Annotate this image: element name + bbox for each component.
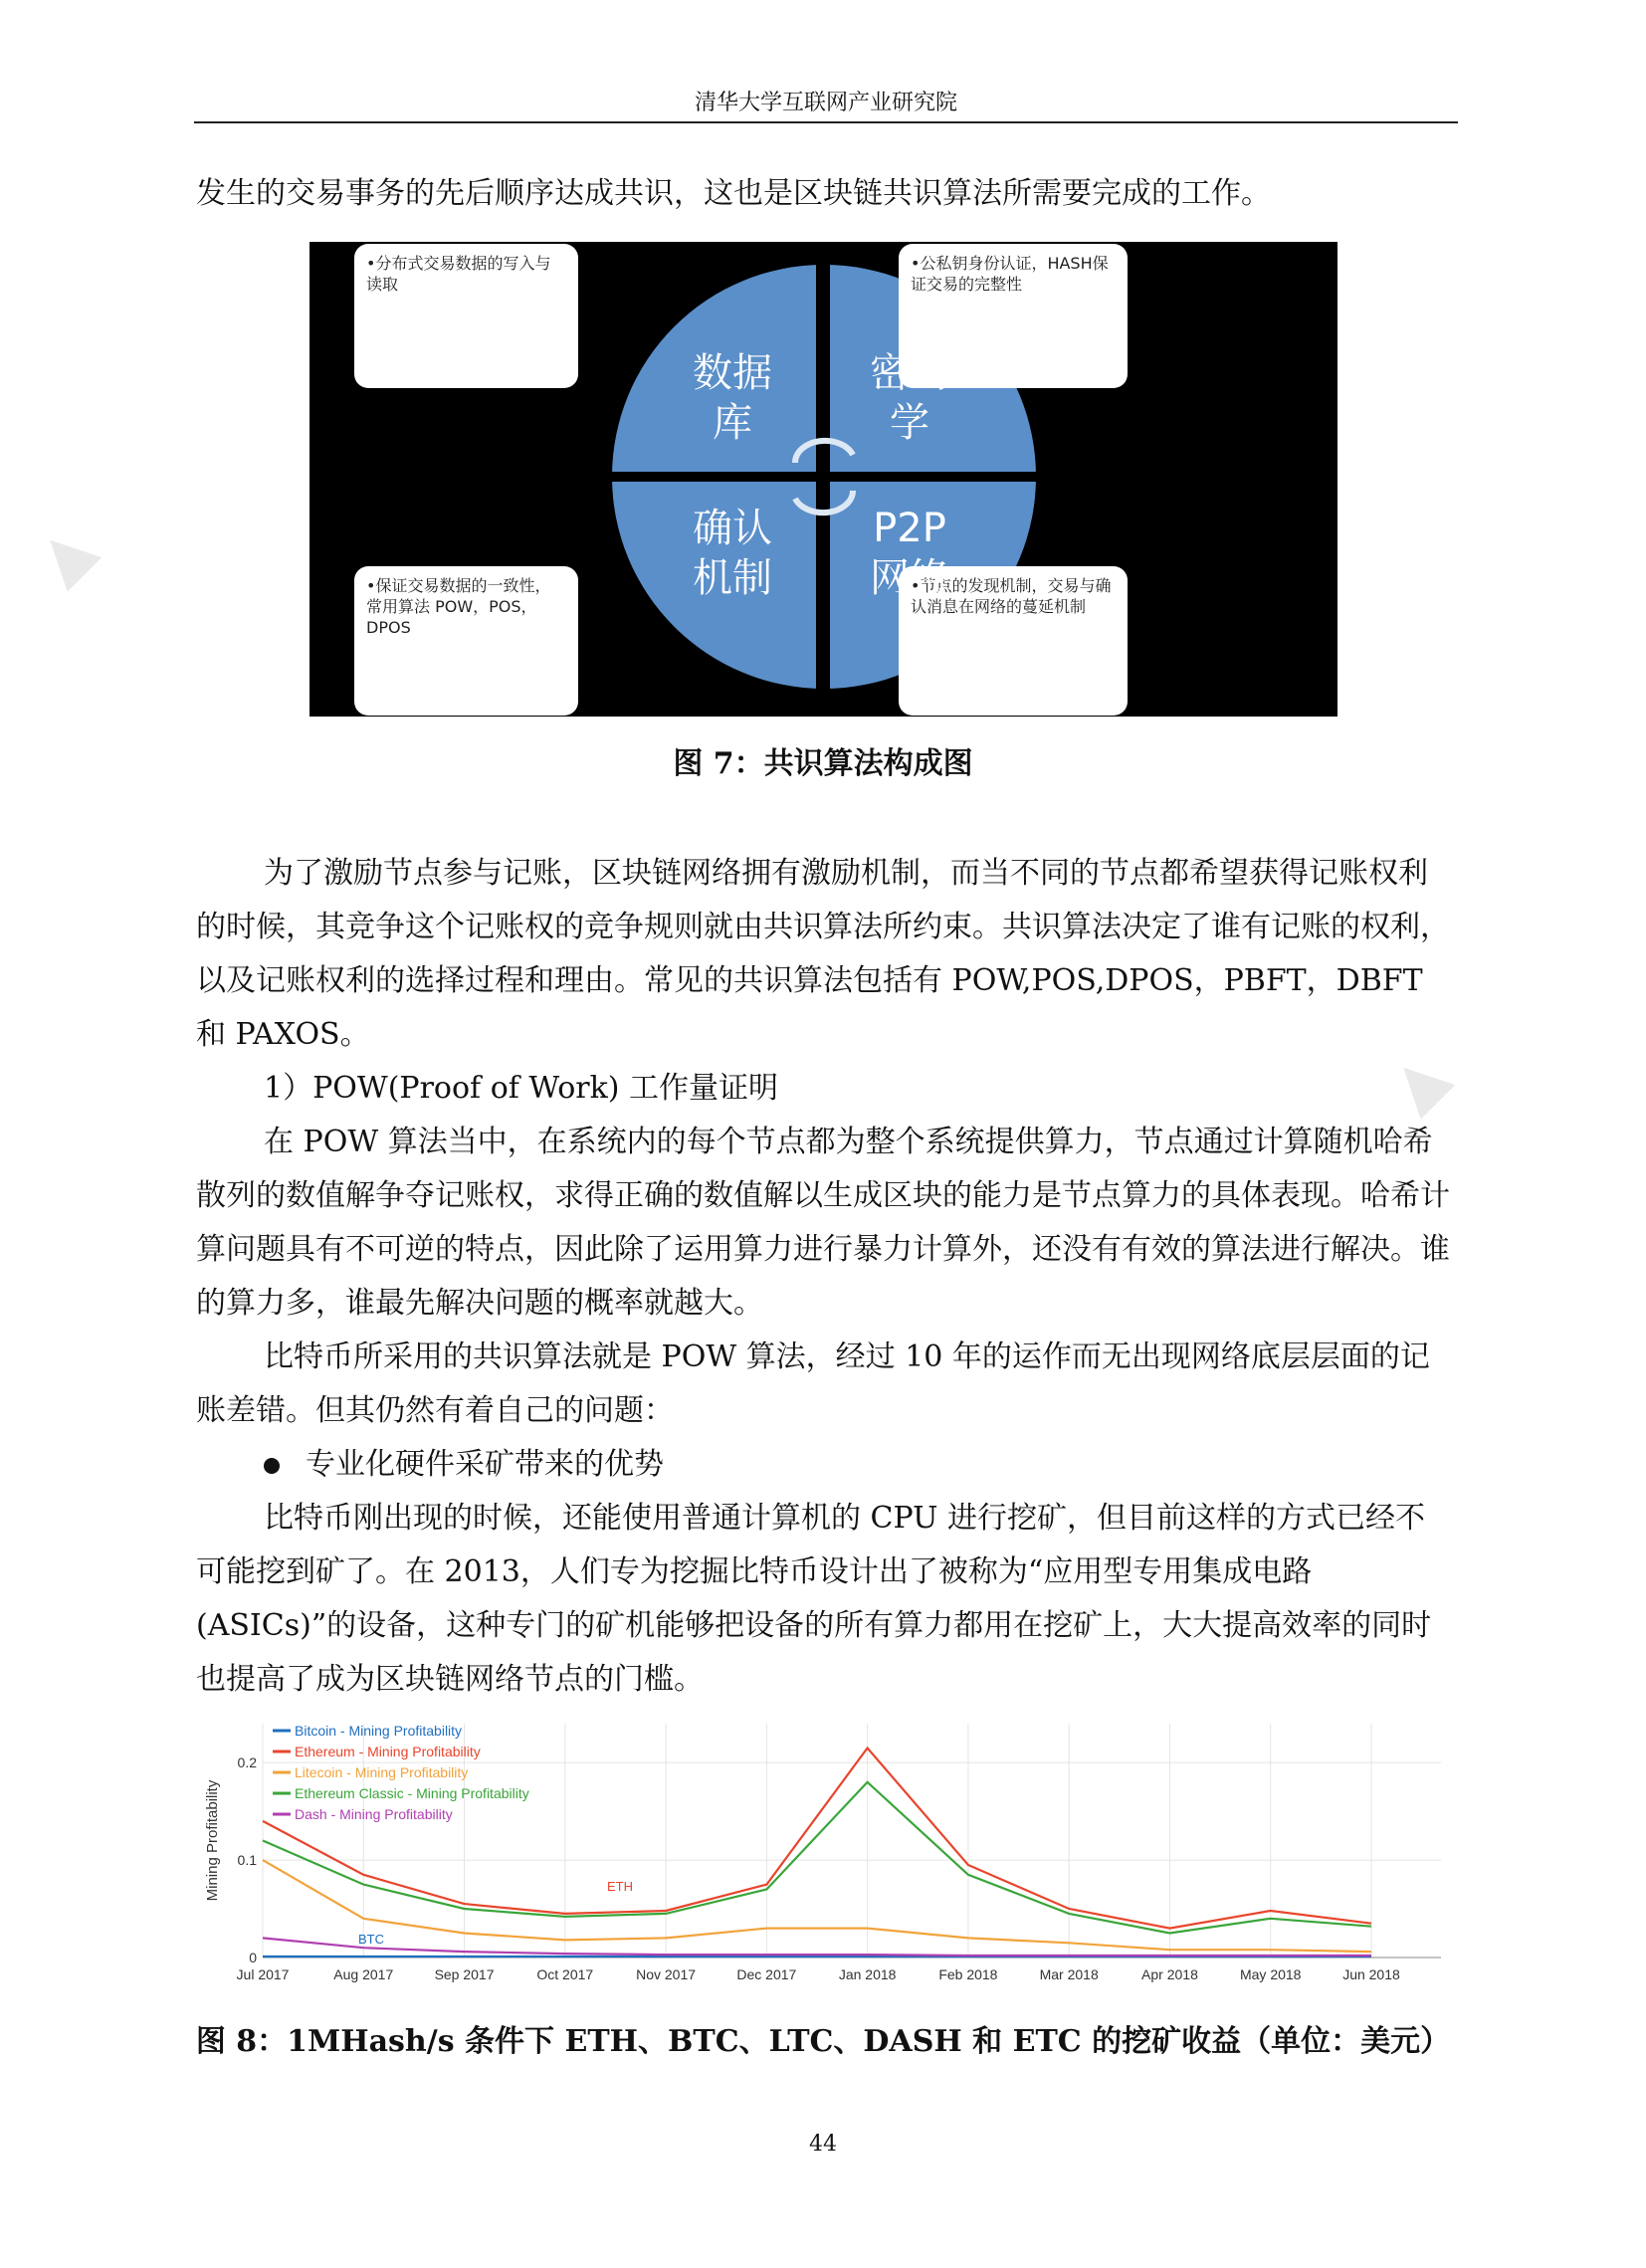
figure7-caption: 图 7：共识算法构成图	[673, 746, 973, 781]
note-confirmation: •保证交易数据的一致性，常用算法 POW，POS，DPOS	[354, 566, 578, 716]
y-tick-label: 0.1	[237, 1852, 257, 1869]
label-database: 数据 库	[693, 350, 772, 446]
paragraph: 比特币所采用的共识算法就是 POW 算法，经过 10 年的运作而无出现网络底层层面的记账差错。但其仍然有着自己的问题：	[196, 1340, 1430, 1428]
y-axis-label: Mining Profitability	[204, 1779, 221, 1902]
page-header: 清华大学互联网产业研究院	[694, 91, 957, 115]
x-tick-label: Jan 2018	[838, 1966, 897, 1982]
paragraph: 1）POW(Proof of Work) 工作量证明	[264, 1071, 779, 1106]
series-line	[263, 1860, 1371, 1952]
consensus-figure	[309, 242, 1337, 717]
note-cryptography: •公私钥身份认证，HASH保证交易的完整性	[899, 244, 1128, 388]
profitability-chart	[199, 1714, 1449, 1987]
paragraph: 比特币刚出现的时候，还能使用普通计算机的 CPU 进行挖矿，但目前这样的方式已经不可能挖到矿了。在 2013，人们专为挖掘比特币设计出了被称为“应用型专用集成电路(ASICs)”的设备，这种专门的矿机能够把设备的所有算力都用在挖矿上，大大提高效率的同时也提高了成为区块链网络节点的门槛。	[196, 1501, 1432, 1697]
x-tick-label: Dec 2017	[736, 1966, 797, 1982]
x-tick-label: Nov 2017	[636, 1966, 697, 1982]
paragraph: 在 POW 算法当中，在系统内的每个节点都为整个系统提供算力，节点通过计算随机哈希散列的数值解争夺记账权，求得正确的数值解以生成区块的能力是节点算力的具体表现。哈希计算问题具有不可逆的特点，因此除了运用算力进行暴力计算外，还没有有效的算法进行解决。谁的算力多，谁最先解决问题的概率就越大。	[196, 1125, 1450, 1321]
paragraph: 发生的交易事务的先后顺序达成共识，这也是区块链共识算法所需要完成的工作。	[196, 176, 1271, 211]
legend-entry: Ethereum Classic - Mining Profitability	[295, 1785, 529, 1801]
x-tick-label: Oct 2017	[536, 1966, 594, 1982]
series-line	[263, 1782, 1371, 1934]
legend-entry: Bitcoin - Mining Profitability	[295, 1723, 463, 1739]
note-database: •分布式交易数据的写入与读取	[354, 244, 578, 388]
legend-entry: Ethereum - Mining Profitability	[295, 1744, 481, 1759]
header-divider	[194, 121, 1458, 123]
x-tick-label: Feb 2018	[938, 1966, 998, 1982]
chart-svg	[199, 1714, 1449, 1987]
bullet-text: 专业化硬件采矿带来的优势	[306, 1447, 664, 1482]
x-tick-label: Aug 2017	[333, 1966, 394, 1982]
x-tick-label: Sep 2017	[434, 1966, 495, 1982]
label-cryptography: 密码 学	[870, 350, 949, 446]
x-tick-label: Mar 2018	[1039, 1966, 1099, 1982]
label-confirmation: 确认 机制	[693, 506, 772, 601]
watermark: ▲	[21, 511, 108, 598]
watermark: ▲	[1374, 1038, 1462, 1126]
bullet-item	[264, 1438, 1520, 1492]
label-p2p: P2P 网络	[870, 506, 949, 601]
series-line	[263, 1938, 1371, 1956]
x-tick-label: Jul 2017	[236, 1966, 290, 1982]
page-number: 44	[809, 2132, 837, 2157]
x-tick-label: Apr 2018	[1141, 1966, 1198, 1982]
annotation-eth: ETH	[607, 1879, 633, 1894]
legend-entry: Litecoin - Mining Profitability	[295, 1764, 469, 1780]
y-tick-label: 0.2	[237, 1754, 257, 1771]
x-tick-label: May 2018	[1239, 1966, 1302, 1982]
legend-entry: Dash - Mining Profitability	[295, 1806, 453, 1822]
y-tick-label: 0	[249, 1950, 257, 1965]
paragraph: 为了激励节点参与记账，区块链网络拥有激励机制，而当不同的节点都希望获得记账权利的时候，其竞争这个记账权的竞争规则就由共识算法所约束。共识算法决定了谁有记账的权利，以及记账权利的选择过程和理由。常见的共识算法包括有 POW,POS,DPOS，PBFT，DBFT 和 PAXOS。	[196, 856, 1450, 1052]
figure8-caption: 图 8：1MHash/s 条件下 ETH、BTC、LTC、DASH 和 ETC 的挖矿收益（单位：美元）	[195, 2024, 1451, 2059]
bullet-icon	[264, 1458, 280, 1474]
x-tick-label: Jun 2018	[1342, 1966, 1400, 1982]
annotation-btc: BTC	[358, 1932, 384, 1947]
note-p2p: •节点的发现机制，交易与确认消息在网络的蔓延机制	[899, 566, 1128, 716]
